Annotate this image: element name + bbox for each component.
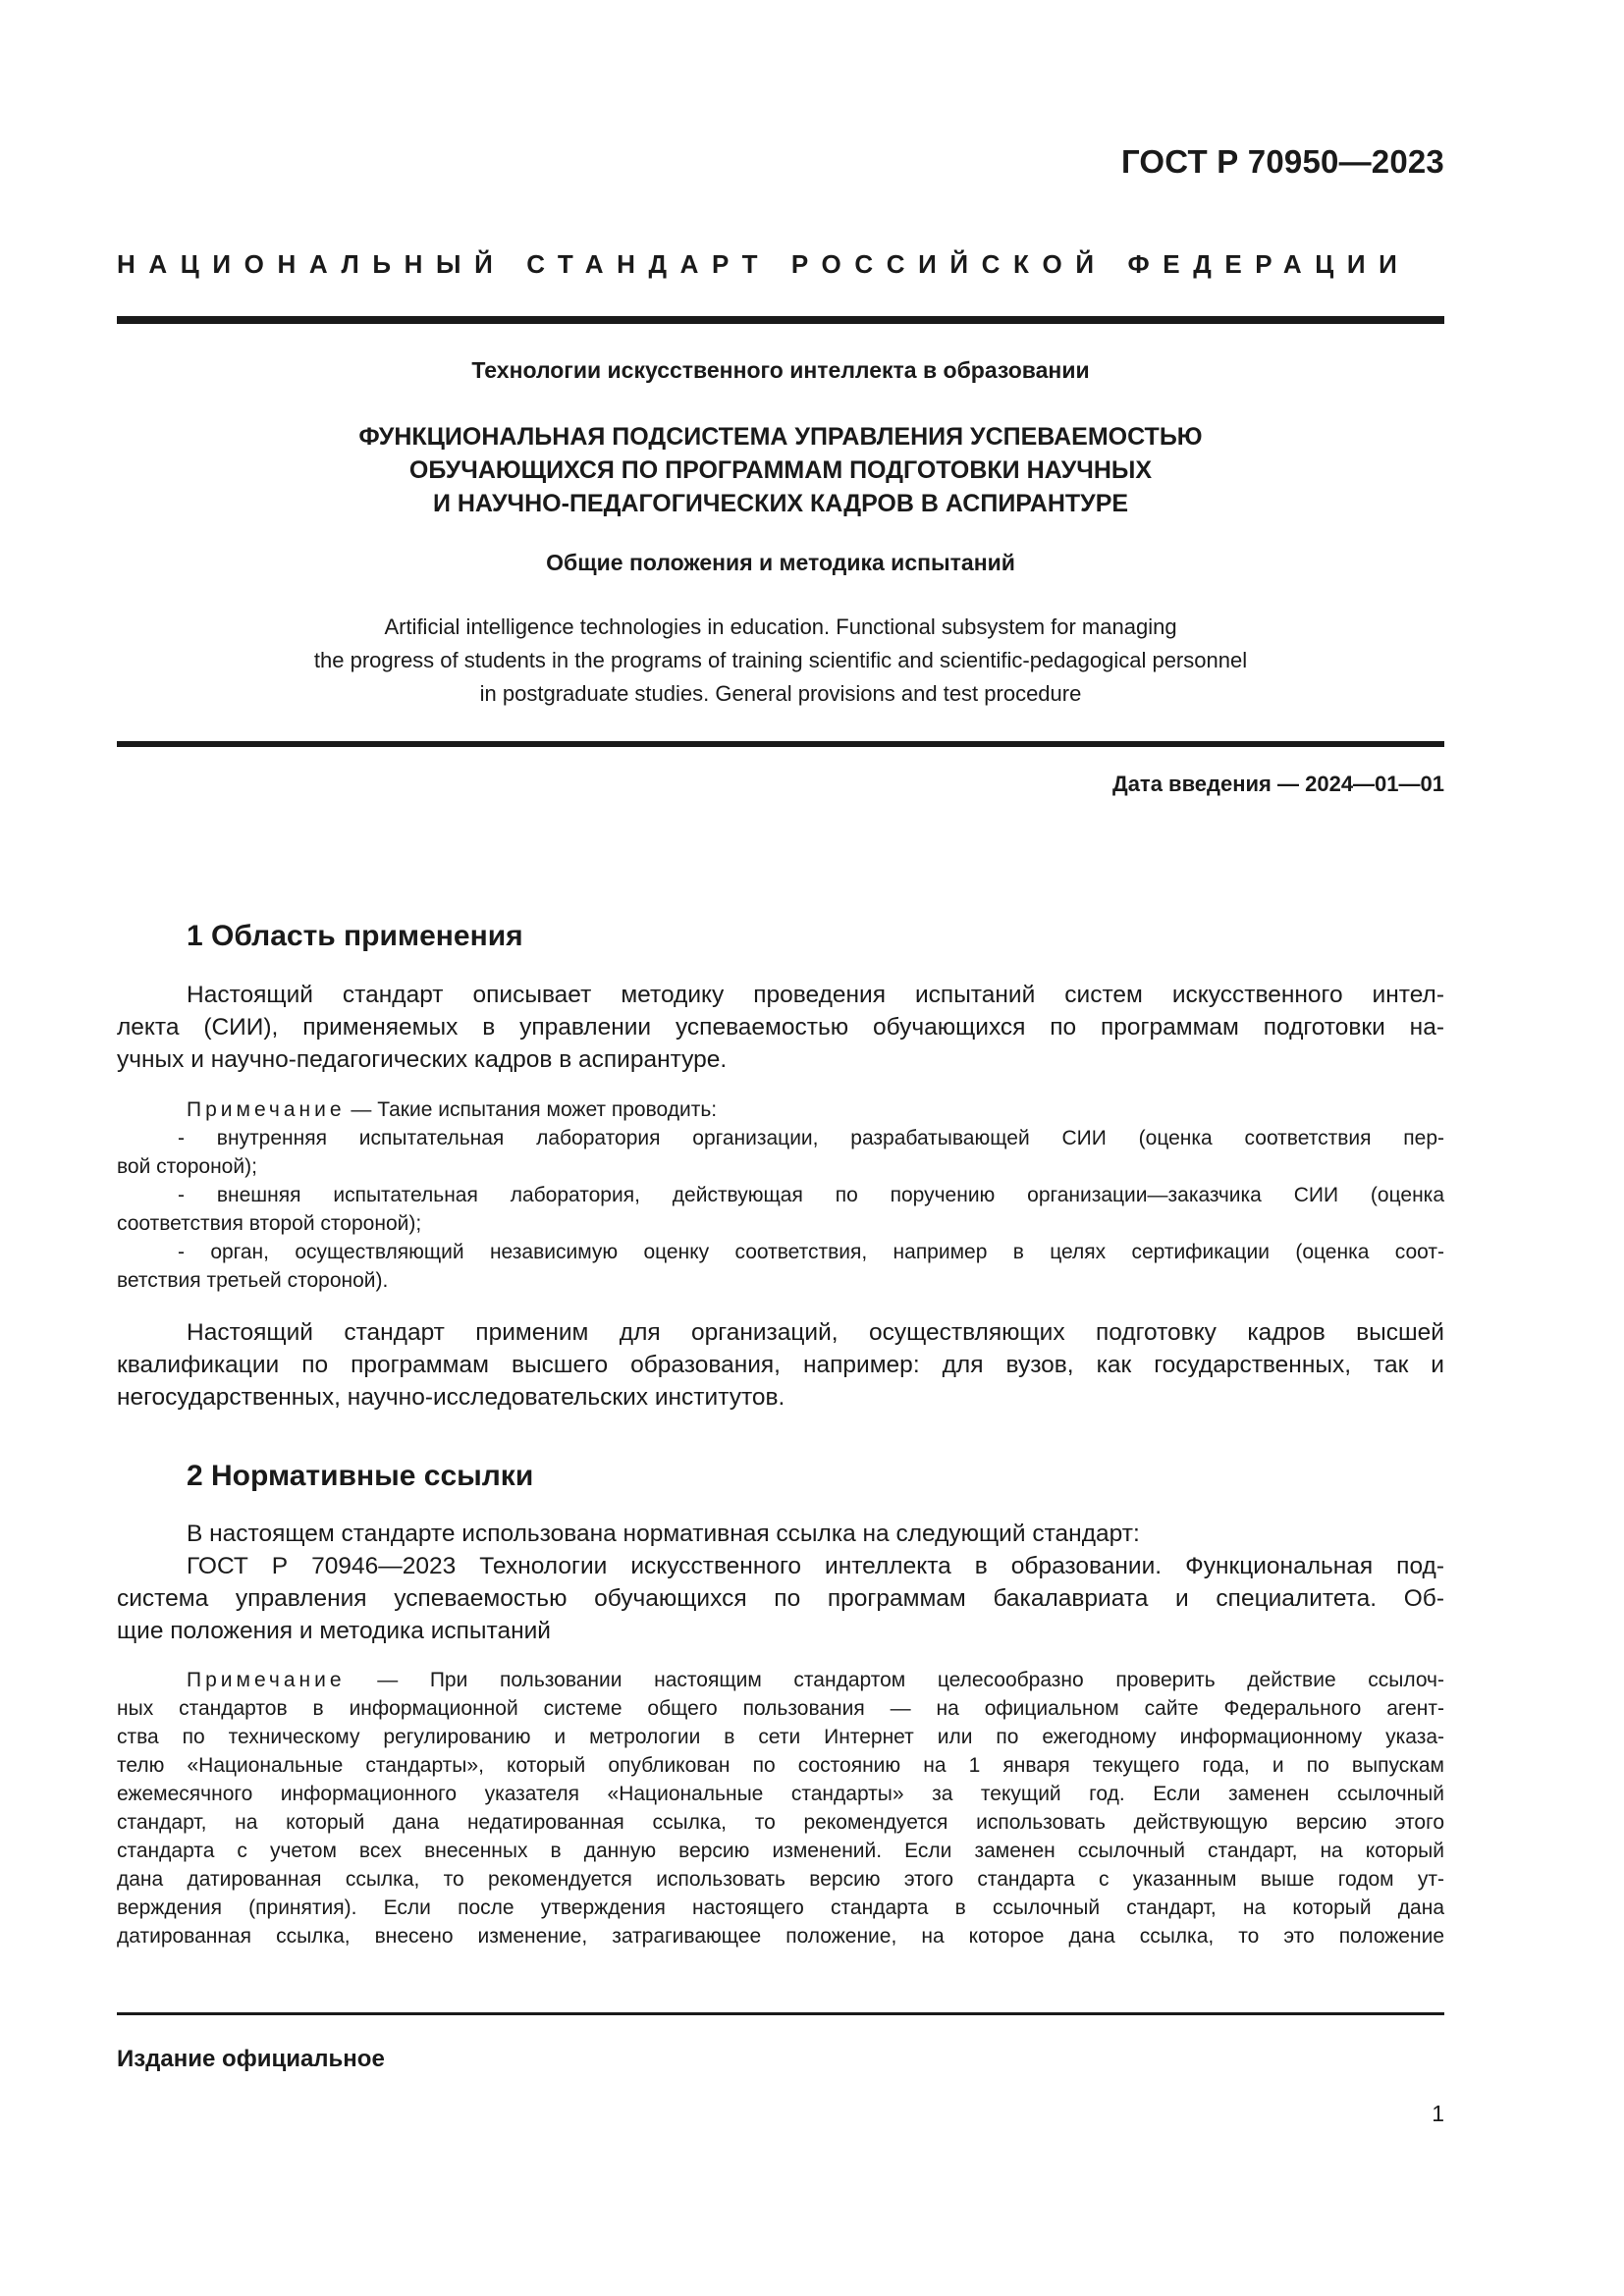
title-divider: [117, 741, 1444, 747]
text-line: квалификации по программам высшего образования, например: для вузов, как государственных, так и: [117, 1352, 1444, 1378]
national-standard-title: НАЦИОНАЛЬНЫЙ СТАНДАРТ РОССИЙСКОЙ ФЕДЕРАЦИИ: [117, 249, 1411, 279]
text-line: ГОСТ Р 70946—2023 Технологии искусственного интеллекта в образовании. Функциональная под-: [187, 1553, 1444, 1579]
english-title-line: the progress of students in the programs of training scientific and scientific-pedagogical personnel: [313, 648, 1248, 672]
note-label: Примечание: [187, 1669, 346, 1691]
note-line: ных стандартов в информационной системе общего пользования — на официальном сайте Федерального агент-: [117, 1697, 1444, 1720]
note-line: ежемесячного информационного указателя «Национальные стандарты» за текущий год. Если заменен ссылочный: [117, 1783, 1444, 1805]
section-1-note: [117, 1095, 1444, 1295]
note-line: - внешняя испытательная лаборатория, действующая по поручению организации—заказчика СИИ (оценка: [178, 1184, 1444, 1206]
document-number: ГОСТ Р 70950—2023: [1120, 143, 1444, 180]
note-lead: — Такие испытания может проводить:: [345, 1098, 718, 1121]
note-line: - орган, осуществляющий независимую оценку соответствия, например в целях сертификации (оценка соот-: [178, 1241, 1444, 1263]
text-line: система управления успеваемостью обучающихся по программам бакалавриата и специалитета. Об-: [117, 1585, 1444, 1612]
introduction-date: Дата введения — 2024—01—01: [1112, 772, 1444, 796]
note-lead-line: [117, 1095, 1444, 1124]
note-line: ства по техническому регулированию и метрологии в сети Интернет или по ежегодному информационному указа-: [117, 1726, 1444, 1748]
main-title-line: ОБУЧАЮЩИХСЯ ПО ПРОГРАММАМ ПОДГОТОВКИ НАУЧНЫХ: [408, 456, 1153, 484]
note-line: вой стороной);: [117, 1155, 257, 1178]
section-1-heading: 1 Область применения: [187, 920, 523, 952]
note-line: стандарт, на который дана недатированная ссылка, то рекомендуется использовать действующую версию этого: [117, 1811, 1444, 1834]
section-2-paragraph-1: [117, 1518, 1444, 1647]
note-label: Примечание: [187, 1098, 346, 1121]
text-line: учных и научно-педагогических кадров в аспирантуре.: [117, 1046, 728, 1073]
english-title: [117, 611, 1444, 711]
note-line: соответствия второй стороной);: [117, 1212, 422, 1235]
top-divider: [117, 316, 1444, 324]
footer-divider: [117, 2012, 1444, 2015]
note-line: верждения (принятия). Если после утверждения настоящего стандарта в ссылочный стандарт, на который дана: [117, 1896, 1444, 1919]
text-line: лекта (СИИ), применяемых в управлении успеваемостью обучающихся по программам подготовки на-: [117, 1014, 1444, 1041]
note-line: дана датированная ссылка, то рекомендуется использовать версию этого стандарта с указанным выше годом ут-: [117, 1868, 1444, 1891]
main-title-line: ФУНКЦИОНАЛЬНАЯ ПОДСИСТЕМА УПРАВЛЕНИЯ УСПЕВАЕМОСТЬЮ: [358, 423, 1203, 451]
text-line: Настоящий стандарт описывает методику проведения испытаний систем искусственного интел-: [187, 982, 1444, 1008]
note-line: ветствия третьей стороной).: [117, 1269, 389, 1292]
note-line: датированная ссылка, внесено изменение, затрагивающее положение, на которое дана ссылка, то это положение: [117, 1925, 1444, 1948]
section-1-paragraph-2: [117, 1316, 1444, 1414]
main-title: [117, 420, 1444, 520]
section-2-heading: 2 Нормативные ссылки: [187, 1460, 534, 1492]
note-lead-line: [117, 1666, 1444, 1694]
note-line: стандарта с учетом всех внесенных в данную версию изменений. Если заменен ссылочный стандарт, на который: [117, 1840, 1444, 1862]
note-line: - внутренняя испытательная лаборатория организации, разрабатывающей СИИ (оценка соответствия пер-: [178, 1127, 1444, 1149]
section-1-paragraph-1: [117, 979, 1444, 1076]
main-title-line: И НАУЧНО-ПЕДАГОГИЧЕСКИХ КАДРОВ В АСПИРАНТУРЕ: [432, 490, 1129, 517]
english-title-line: Artificial intelligence technologies in education. Functional subsystem for managing: [384, 614, 1177, 639]
series-title: Технологии искусственного интеллекта в образовании: [471, 357, 1090, 383]
note-lead: — При пользовании настоящим стандартом целесообразно проверить действие ссылоч-: [345, 1669, 1444, 1691]
text-line: щие положения и методика испытаний: [117, 1618, 551, 1644]
text-line: негосударственных, научно-исследовательских институтов.: [117, 1384, 785, 1411]
text-line: Настоящий стандарт применим для организаций, осуществляющих подготовку кадров высшей: [187, 1319, 1444, 1346]
english-title-line: in postgraduate studies. General provisions and test procedure: [479, 681, 1082, 706]
text-line: В настоящем стандарте использована нормативная ссылка на следующий стандарт:: [187, 1521, 1140, 1547]
page-number: 1: [1432, 2101, 1444, 2126]
note-line: телю «Национальные стандарты», который опубликован по состоянию на 1 января текущего года, и по выпускам: [117, 1754, 1444, 1777]
edition-label: Издание официальное: [117, 2046, 385, 2072]
section-2-note: [117, 1666, 1444, 1950]
subtitle: Общие положения и методика испытаний: [546, 550, 1015, 575]
